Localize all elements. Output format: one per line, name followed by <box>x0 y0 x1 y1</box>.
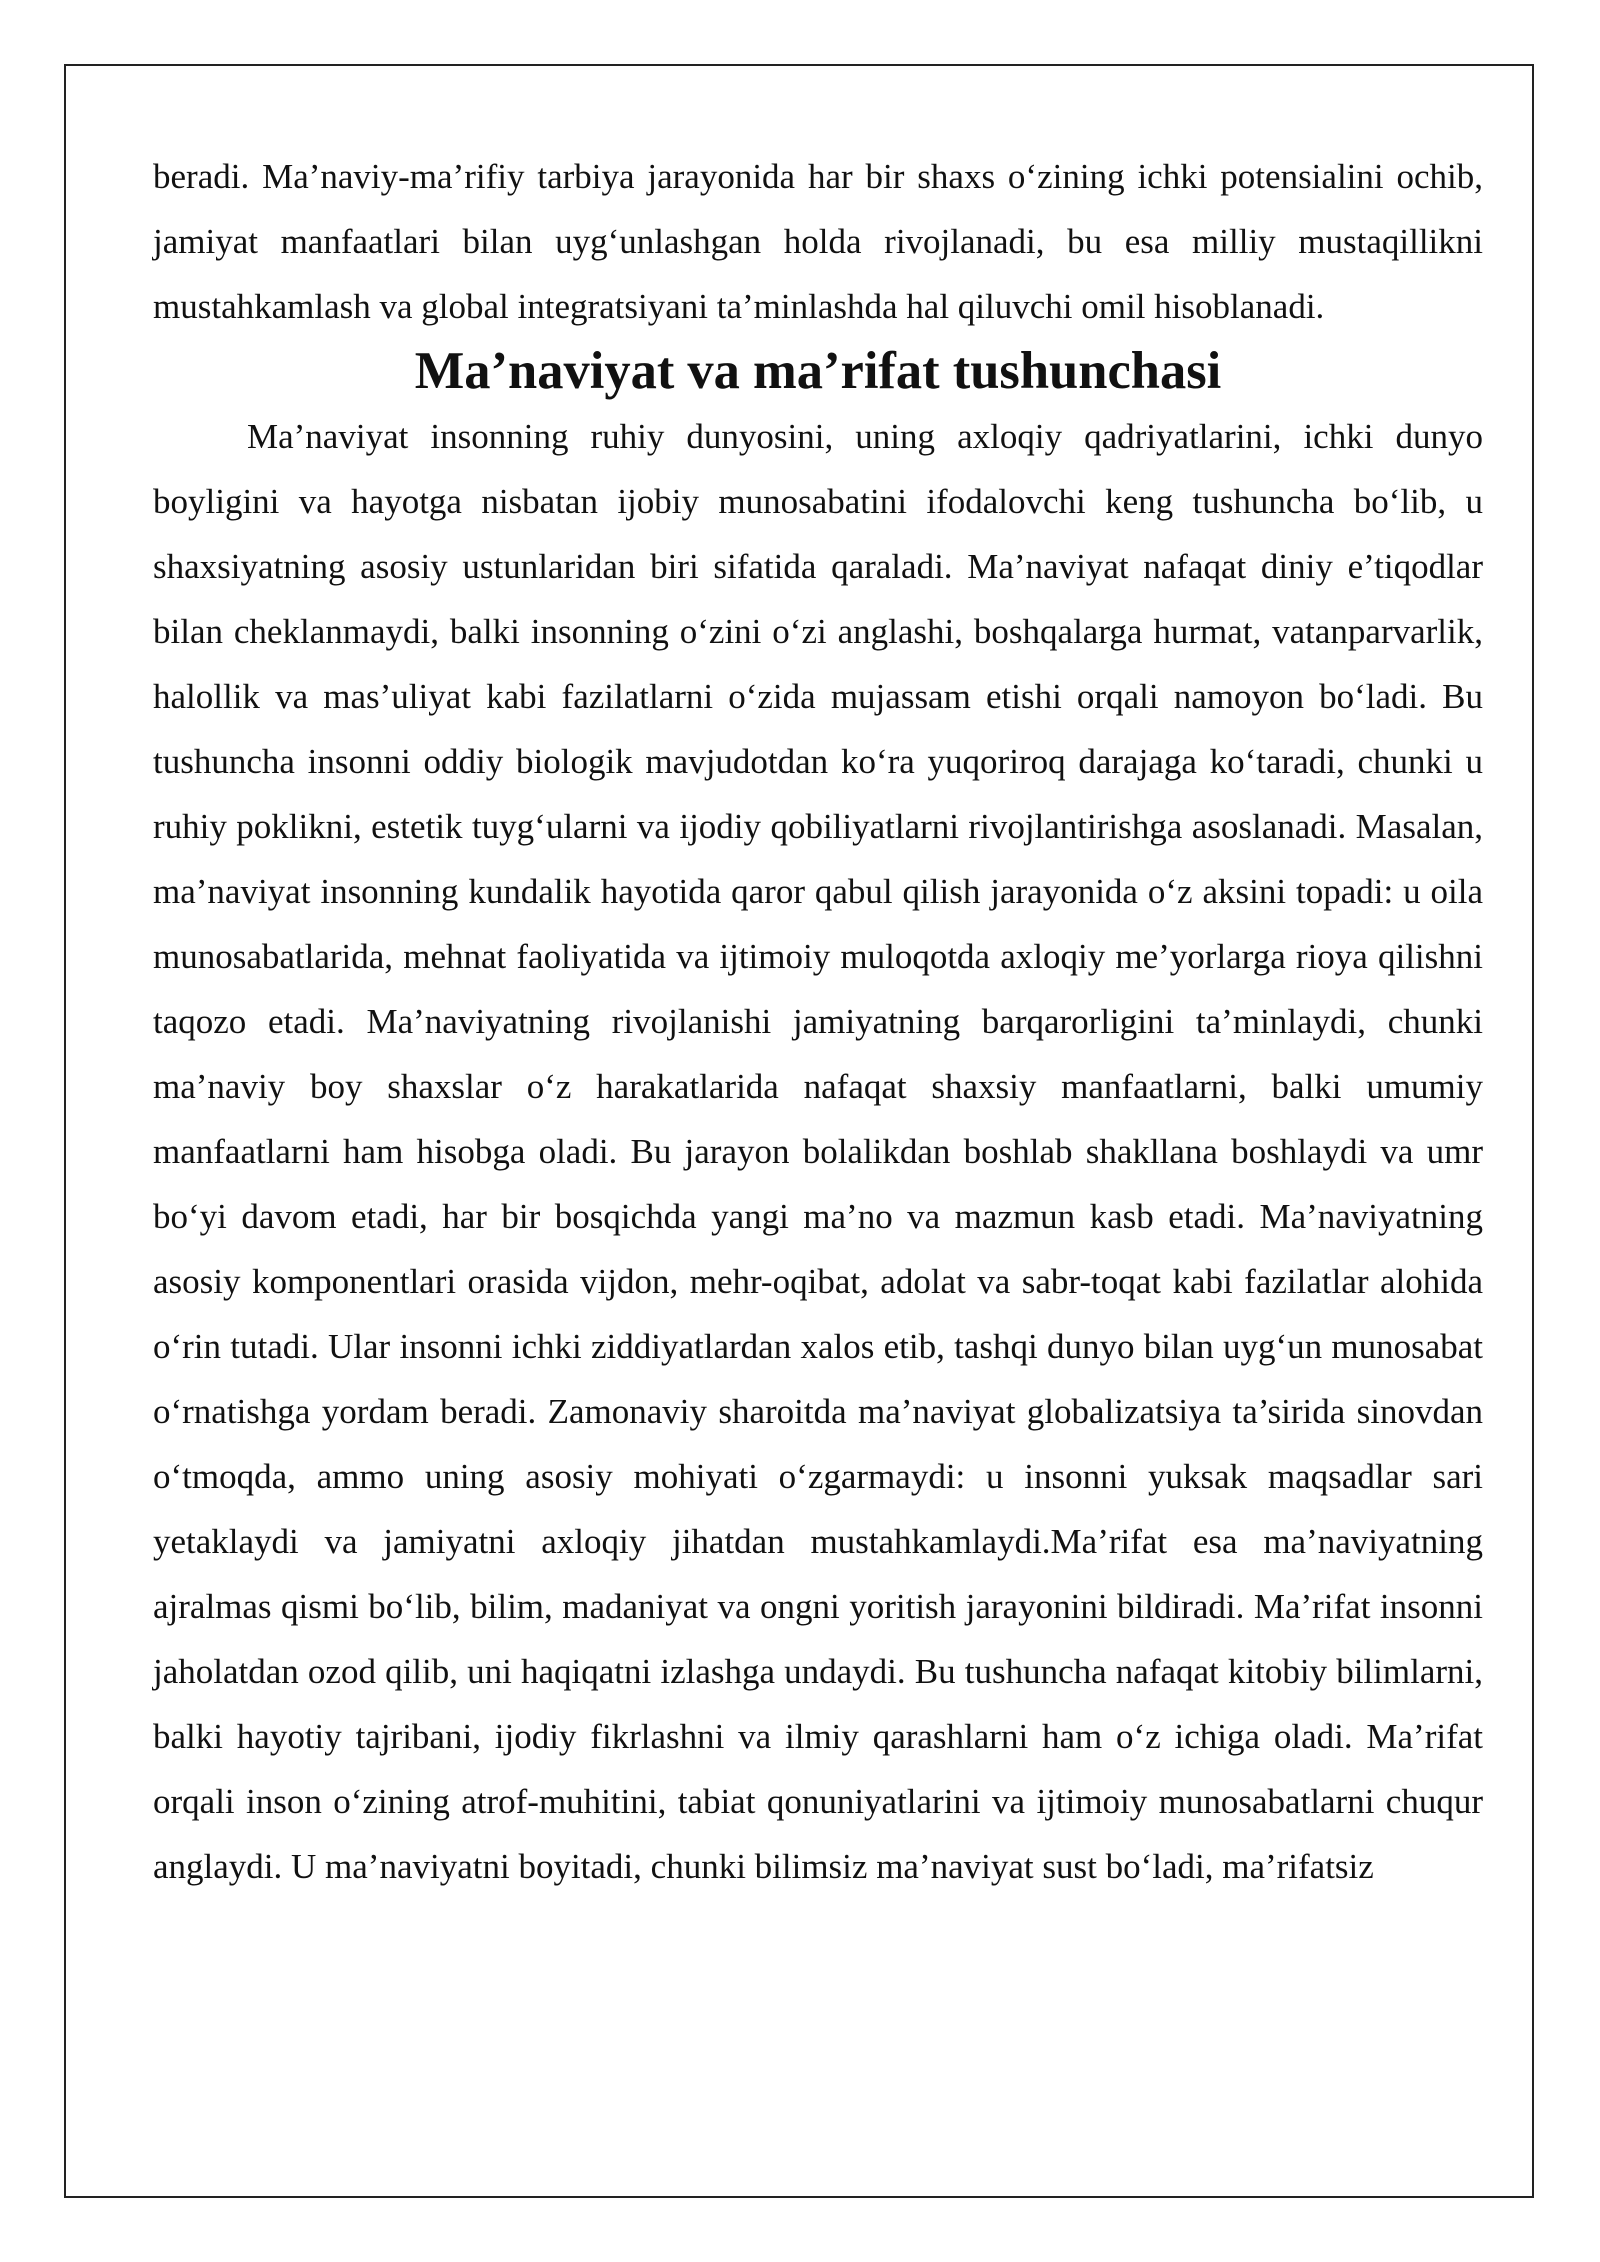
continuation-paragraph: beradi. Ma’naviy-ma’rifiy tarbiya jarayonida har bir shaxs o‘zining ichki potensialini ochib, jamiyat manfaatlari bilan uyg‘unlashgan holda rivojlanadi, bu esa milliy mustaqillikni mustahkamlash va global integratsiyani ta’minlashda hal qiluvchi omil hisoblanadi. <box>153 157 1483 326</box>
document-body <box>153 144 1483 1899</box>
body-paragraph: Ma’naviyat insonning ruhiy dunyosini, uning axloqiy qadriyatlarini, ichki dunyo boyligini va hayotga nisbatan ijobiy munosabatini ifodalovchi keng tushuncha bo‘lib, u shaxsiyatning asosiy ustunlaridan biri sifatida qaraladi. Ma’naviyat nafaqat diniy e’tiqodlar bilan cheklanmaydi, balki insonning o‘zini o‘zi anglashi, boshqalarga hurmat, vatanparvarlik, halollik va mas’uliyat kabi fazilatlarni o‘zida mujassam etishi orqali namoyon bo‘ladi. Bu tushuncha insonni oddiy biologik mavjudotdan ko‘ra yuqoriroq darajaga ko‘taradi, chunki u ruhiy poklikni, estetik tuyg‘ularni va ijodiy qobiliyatlarni rivojlantirishga asoslanadi. Masalan, ma’naviyat insonning kundalik hayotida qaror qabul qilish jarayonida o‘z aksini topadi: u oila munosabatlarida, mehnat faoliyatida va ijtimoiy muloqotda axloqiy me’yorlarga rioya qilishni taqozo etadi. Ma’naviyatning rivojlanishi jamiyatning barqarorligini ta’minlaydi, chunki ma’naviy boy shaxslar o‘z harakatlarida nafaqat shaxsiy manfaatlarni, balki umumiy manfaatlarni ham hisobga oladi. Bu jarayon bolalikdan boshlab shakllana boshlaydi va umr bo‘yi davom etadi, har bir bosqichda yangi ma’no va mazmun kasb etadi. Ma’naviyatning asosiy komponentlari orasida vijdon, mehr-oqibat, adolat va sabr-toqat kabi fazilatlar alohida o‘rin tutadi. Ular insonni ichki ziddiyatlardan xalos etib, tashqi dunyo bilan uyg‘un munosabat o‘rnatishga yordam beradi. Zamonaviy sharoitda ma’naviyat globalizatsiya ta’sirida sinovdan o‘tmoqda, ammo uning asosiy mohiyati o‘zgarmaydi: u insonni yuksak maqsadlar sari yetaklaydi va jamiyatni axloqiy jihatdan mustahkamlaydi.Ma’rifat esa ma’naviyatning ajralmas qismi bo‘lib, bilim, madaniyat va ongni yoritish jarayonini bildiradi. Ma’rifat insonni jaholatdan ozod qilib, uni haqiqatni izlashga undaydi. Bu tushuncha nafaqat kitobiy bilimlarni, balki hayotiy tajribani, ijodiy fikrlashni va ilmiy qarashlarni ham o‘z ichiga oladi. Ma’rifat orqali inson o‘zining atrof-muhitini, tabiat qonuniyatlarini va ijtimoiy munosabatlarni chuqur anglaydi. U ma’naviyatni boyitadi, chunki bilimsiz ma’naviyat sust bo‘ladi, ma’rifatsiz <box>153 417 1483 1886</box>
section-heading: Ma’naviyat va ma’rifat tushunchasi <box>414 342 1222 400</box>
